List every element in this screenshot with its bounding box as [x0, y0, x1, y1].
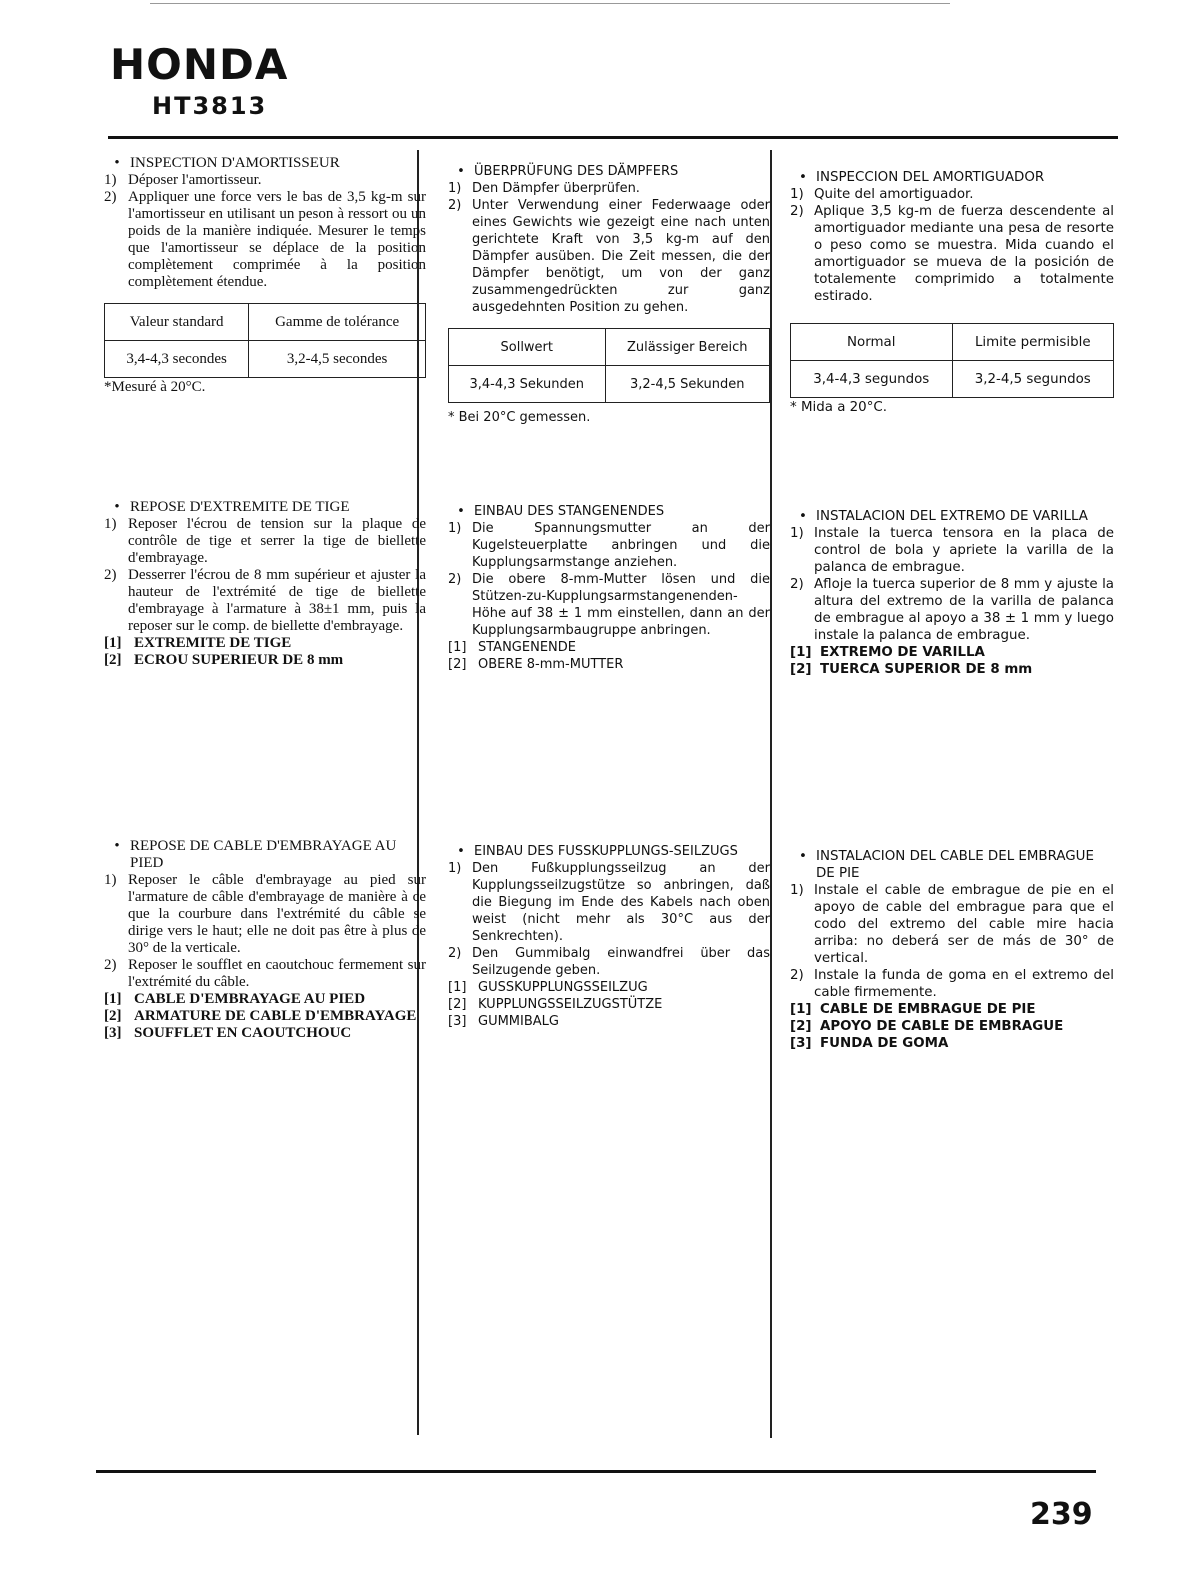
table-header-cell: Gamme de tolérance	[249, 304, 426, 341]
part-label: [2] ARMATURE DE CABLE D'EMBRAYAGE	[104, 1008, 417, 1024]
part-label: [1] CABLE DE EMBRAGUE DE PIE	[790, 1002, 1036, 1017]
section-fr-damper	[104, 155, 426, 396]
table-cell: 3,4-4,3 secondes	[105, 341, 249, 378]
header-rule	[108, 136, 1118, 139]
section-title: • INSTALACION DEL CABLE DEL EMBRAGUE DE PIE	[790, 848, 1114, 882]
step: 2) Die obere 8-mm-Mutter lösen und die Stützen-zu-Kupplungsarmstangenenden-Höhe auf 38 ± 1 mm einstellen, dann an der Kupplungsarmbaugruppe anbringen.	[448, 572, 770, 638]
section-es-damper	[790, 169, 1114, 416]
part-label: [2] ECROU SUPERIEUR DE 8 mm	[104, 652, 344, 668]
section-fr-foot-cable	[104, 838, 426, 1042]
step: 1) Quite del amortiguador.	[790, 187, 974, 202]
step: 2) Den Gummibalg einwandfrei über das Seilzugende geben.	[448, 946, 770, 978]
bullet: •	[114, 155, 120, 171]
table-header-cell: Limite permisible	[952, 324, 1114, 361]
bullet: •	[457, 164, 465, 179]
part-label: [2] APOYO DE CABLE DE EMBRAGUE	[790, 1019, 1064, 1034]
table-cell: 3,4-4,3 segundos	[791, 361, 953, 398]
part-label: [3] FUNDA DE GOMA	[790, 1036, 949, 1051]
table-cell: 3,2-4,5 secondes	[249, 341, 426, 378]
part-label: [2] TUERCA SUPERIOR DE 8 mm	[790, 662, 1033, 677]
step: 2) Desserrer l'écrou de 8 mm supérieur et ajuster la hauteur de l'extrémité de tige de biellette d'embrayage à l'armature à 38±1 mm, puis la reposer sur le comp. de biellette d'embrayage.	[104, 567, 426, 634]
scan-artifact-line	[150, 3, 950, 4]
table-header-cell: Sollwert	[449, 329, 606, 366]
section-title: • EINBAU DES STANGENENDES	[448, 503, 770, 520]
bullet: •	[457, 844, 465, 859]
part-label: [1] EXTREMO DE VARILLA	[790, 645, 985, 660]
table-header-cell: Zulässiger Bereich	[605, 329, 769, 366]
step: 1) Instale el cable de embrague de pie en el apoyo de cable del embrague para que el codo del extremo del cable mire hacia arriba: no deberá ser de más de 30° de vertical.	[790, 883, 1114, 966]
footnote: * Mida a 20°C.	[790, 400, 887, 415]
section-es-foot-cable	[790, 848, 1114, 1052]
part-label: [1] EXTREMITE DE TIGE	[104, 635, 292, 651]
part-label: [2] OBERE 8-mm-MUTTER	[448, 657, 624, 672]
step: 2) Instale la funda de goma en el extremo del cable firmemente.	[790, 968, 1114, 1000]
part-label: [1] CABLE D'EMBRAYAGE AU PIED	[104, 991, 366, 1007]
step: 1) Die Spannungsmutter an der Kugelsteuerplatte anbringen und die Kupplungsarmstange anziehen.	[448, 521, 770, 570]
footer-rule	[96, 1470, 1096, 1473]
part-label: [1] GUSSKUPPLUNGSSEILZUG	[448, 980, 648, 995]
step: 2) Afloje la tuerca superior de 8 mm y ajuste la altura del extremo de la varilla de palanca de embrague al apoyo a 38 ± 1 mm y luego instale la palanca de embrague.	[790, 577, 1114, 643]
section-title: • REPOSE DE CABLE D'EMBRAYAGE AU PIED	[104, 838, 426, 872]
section-de-rod-end	[448, 503, 770, 673]
step: 1) Reposer l'écrou de tension sur la plaque de contrôle de tige et serrer la tige de biellette d'embrayage.	[104, 516, 426, 566]
section-title: • ÜBERPRÜFUNG DES DÄMPFERS	[448, 163, 770, 180]
part-label: [2] KUPPLUNGSSEILZUGSTÜTZE	[448, 997, 663, 1012]
column-divider-right	[770, 150, 772, 1438]
table-header-cell: Normal	[791, 324, 953, 361]
bullet: •	[799, 170, 807, 185]
section-de-damper	[448, 163, 770, 426]
section-fr-rod-end	[104, 499, 426, 669]
brand-logo: HONDA	[110, 40, 289, 89]
step: 1) Déposer l'amortisseur.	[104, 172, 262, 188]
part-label: [3] SOUFFLET EN CAOUTCHOUC	[104, 1025, 352, 1041]
section-title: • EINBAU DES FUSSKUPPLUNGS-SEILZUGS	[448, 843, 770, 860]
spec-table	[790, 323, 1114, 398]
step: 2) Reposer le soufflet en caoutchouc fermement sur l'extrémité du câble.	[104, 957, 426, 990]
table-header-cell: Valeur standard	[105, 304, 249, 341]
footnote: * Bei 20°C gemessen.	[448, 410, 591, 425]
part-label: [1] STANGENENDE	[448, 640, 576, 655]
section-title: • REPOSE D'EXTREMITE DE TIGE	[104, 499, 426, 516]
section-title: • INSTALACION DEL EXTREMO DE VARILLA	[790, 508, 1114, 525]
step: 2) Appliquer une force vers le bas de 3,5 kg-m sur l'amortisseur en utilisant un peson à ressort ou un poids de la manière indiquée. Mesurer le temps que l'amortisseur se déplace de la position complètement comprimée à la position complètement étendue.	[104, 189, 426, 290]
table-cell: 3,4-4,3 Sekunden	[449, 366, 606, 403]
page-number: 239	[1030, 1497, 1093, 1532]
section-es-rod-end	[790, 508, 1114, 678]
section-de-foot-cable	[448, 843, 770, 1030]
section-title: • INSPECTION D'AMORTISSEUR	[104, 155, 426, 172]
step: 1) Den Dämpfer überprüfen.	[448, 181, 640, 196]
step: 1) Instale la tuerca tensora en la placa de control de bola y apriete la varilla de la palanca de embrague.	[790, 526, 1114, 575]
step: 2) Aplique 3,5 kg-m de fuerza descendente al amortiguador mediante una pesa de resorte o peso como se muestra. Mida cuando el amortiguador se mueva de la posición de totalemente comprimido a totalmente estirado.	[790, 204, 1114, 304]
bullet: •	[799, 509, 807, 524]
footnote: *Mesuré à 20°C.	[104, 379, 206, 395]
section-title: • INSPECCION DEL AMORTIGUADOR	[790, 169, 1114, 186]
step: 2) Unter Verwendung einer Federwaage oder eines Gewichts wie gezeigt eine nach unten gerichtete Kraft von 3,5 kg-m auf den Dämpfer ausüben. Die Zeit messen, die der Dämpfer benötigt, um von der ganz zusammengedrückten zur ganz ausgedehnten Position zu gehen.	[448, 198, 770, 315]
table-cell: 3,2-4,5 Sekunden	[605, 366, 769, 403]
step: 1) Reposer le câble d'embrayage au pied sur l'armature de câble d'embrayage de manière à ce que la courbure dans l'extrémité du câble se dirige vers le haut; elle ne doit pas être à plus de 30° de la verticale.	[104, 872, 426, 956]
step: 1) Den Fußkupplungsseilzug an der Kupplungsseilzugstütze so anbringen, daß die Biegung im Ende des Kabels nach oben weist (nicht mehr als 30°C aus der Senkrechten).	[448, 861, 770, 944]
bullet: •	[799, 849, 807, 864]
bullet: •	[114, 838, 120, 854]
table-cell: 3,2-4,5 segundos	[952, 361, 1114, 398]
spec-table	[448, 328, 770, 403]
bullet: •	[114, 499, 120, 515]
model-number: HT3813	[152, 92, 268, 120]
part-label: [3] GUMMIBALG	[448, 1014, 559, 1029]
bullet: •	[457, 504, 465, 519]
spec-table	[104, 303, 426, 378]
